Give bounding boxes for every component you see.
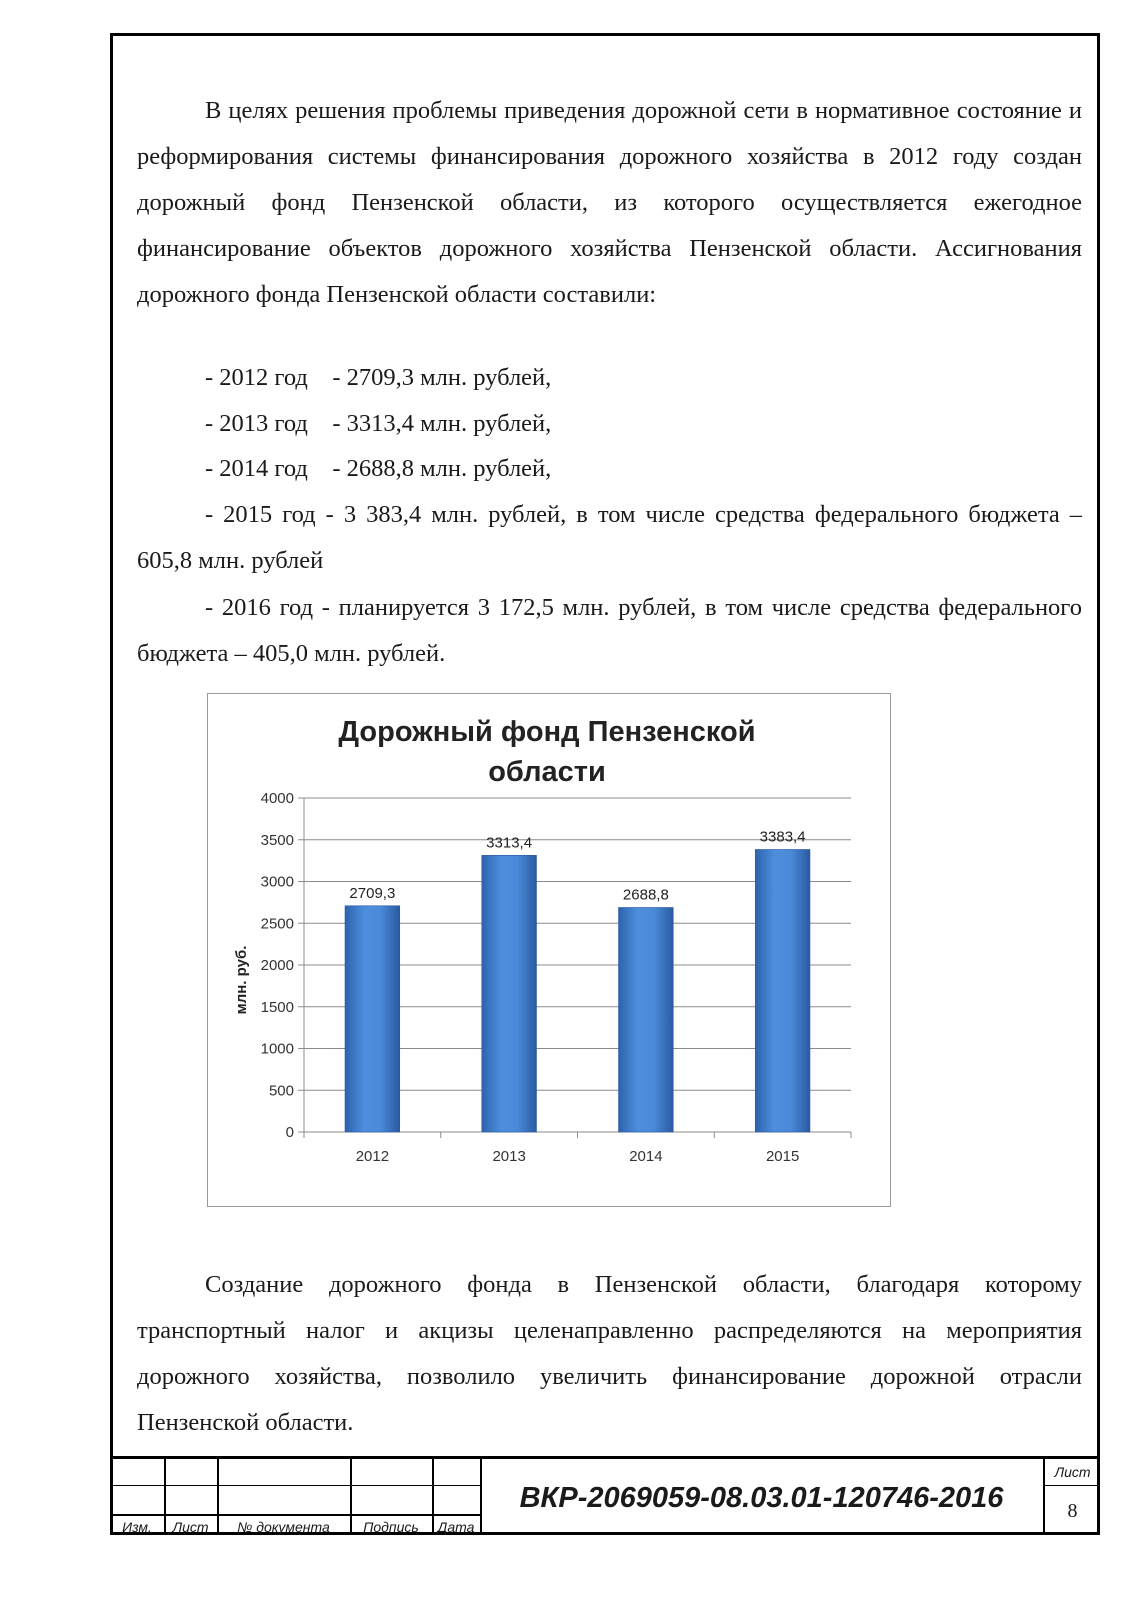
bar-2012: [345, 906, 400, 1132]
sheet-label: Лист: [1054, 1464, 1091, 1480]
road-fund-chart: [207, 693, 891, 1207]
y-axis-label: млн. руб.: [233, 945, 250, 1015]
list-item-2015: - 2015 год - 3 383,4 млн. рублей, в том числе средства федерального бюджета – 605,8 млн. рублей: [137, 501, 1082, 574]
data-label-2012: 2709,3: [349, 884, 396, 902]
title-block-stamp: [110, 1456, 1100, 1535]
y-tick-label: 4000: [260, 790, 294, 807]
bar-2014: [619, 907, 674, 1132]
stamp-label-signature: Подпись: [363, 1519, 419, 1535]
x-tick-label-2015: 2015: [765, 1148, 800, 1165]
y-tick-label: 1500: [260, 998, 294, 1016]
conclusion-paragraph: Создание дорожного фонда в Пензенской области, благодаря которому транспортный налог и акцизы целенаправленно распределяются на мероприятия дорожного хозяйства, позволило увеличить финансирование дорожной отрасли Пензенской области.: [137, 1271, 1082, 1436]
list-item-2016: - 2016 год - планируется 3 172,5 млн. рублей, в том числе средства федерального бюджета – 405,0 млн. рублей.: [137, 594, 1082, 667]
bar-2013: [482, 855, 537, 1132]
chart-title-line-1: Дорожный фонд Пензенской: [338, 716, 756, 748]
chart-canvas: [208, 694, 892, 1208]
list-item-2012: - 2012 год - 2709,3 млн. рублей,: [205, 364, 552, 391]
x-tick-label-2014: 2014: [629, 1148, 663, 1165]
stamp-label-change: Изм.: [122, 1519, 152, 1535]
sheet-number: 8: [1067, 1500, 1078, 1522]
list-item-2014: - 2014 год - 2688,8 млн. рублей,: [205, 455, 552, 482]
y-tick-label: 2500: [260, 915, 294, 933]
y-tick-label: 3000: [260, 873, 294, 891]
y-tick-label: 2000: [260, 957, 294, 974]
list-item-2013: - 2013 год - 3313,4 млн. рублей,: [205, 410, 552, 437]
bar-2015: [755, 849, 810, 1132]
y-tick-label: 500: [268, 1082, 294, 1100]
chart-title-line-2: области: [488, 756, 606, 788]
data-label-2014: 2688,8: [622, 886, 669, 904]
y-tick-label: 0: [285, 1124, 294, 1141]
stamp-label-date: Дата: [437, 1519, 475, 1535]
y-tick-label: 1000: [260, 1040, 294, 1058]
y-tick-label: 3500: [260, 831, 294, 849]
document-code: ВКР-2069059-08.03.01-120746-2016: [519, 1482, 1004, 1514]
x-tick-label-2012: 2012: [355, 1148, 390, 1165]
x-tick-label-2013: 2013: [492, 1148, 526, 1165]
intro-paragraph: В целях решения проблемы приведения дорожной сети в нормативное состояние и реформирования системы финансирования дорожного хозяйства в 2012 году создан дорожный фонд Пензенской области, из которого осуществляется ежегодное финансирование объектов дорожного хозяйства Пензенской области. Ассигнования дорожного фонда Пензенской области составили:: [137, 97, 1082, 308]
data-label-2015: 3383,4: [759, 828, 806, 846]
stamp-label-sheet: Лист: [172, 1519, 209, 1535]
stamp-label-document: № документа: [237, 1519, 330, 1535]
data-label-2013: 3313,4: [486, 834, 533, 852]
stamp-row-line: [110, 1485, 480, 1486]
